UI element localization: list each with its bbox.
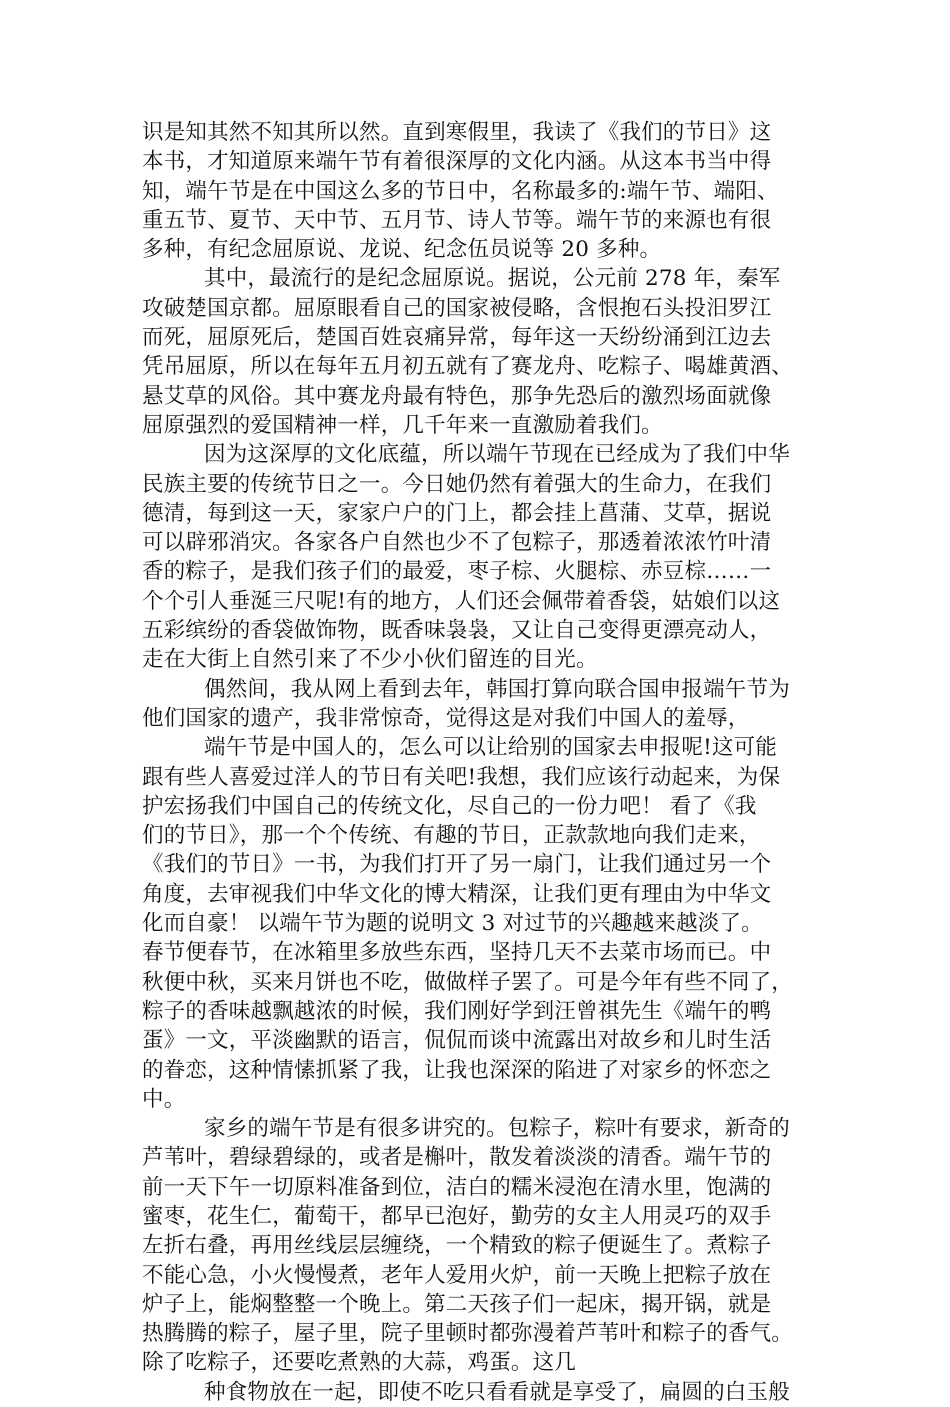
text-line: 护宏扬我们中国自己的传统文化，尽自己的一份力吧！ 看了《我 [142, 793, 757, 819]
text-line: 中。 [142, 1086, 186, 1112]
text-line: 偶然间，我从网上看到去年，韩国打算向联合国申报端午节为 [204, 676, 790, 702]
text-line: 芦苇叶，碧绿碧绿的，或者是槲叶，散发着淡淡的清香。端午节的 [142, 1145, 772, 1171]
text-line: 前一天下午一切原料准备到位，洁白的糯米浸泡在清水里，饱满的 [142, 1174, 772, 1200]
text-line: 炉子上，能焖整整一个晚上。第二天孩子们一起床，揭开锅，就是 [142, 1291, 772, 1317]
text-line: 凭吊屈原，所以在每年五月初五就有了赛龙舟、吃粽子、喝雄黄酒、 [142, 354, 794, 380]
text-line: 他们国家的遗产，我非常惊奇，觉得这是对我们中国人的羞辱， [142, 705, 750, 731]
text-line: 的眷恋，这种情愫抓紧了我，让我也深深的陷进了对家乡的怀恋之 [142, 1057, 772, 1083]
text-line: 重五节、夏节、天中节、五月节、诗人节等。端午节的来源也有很 [142, 207, 772, 233]
text-line: 而死，屈原死后，楚国百姓哀痛异常，每年这一天纷纷涌到江边去 [142, 325, 772, 351]
text-line: 跟有些人喜爱过洋人的节日有关吧!我想，我们应该行动起来，为保 [142, 764, 781, 790]
text-line: 们的节日》，那一个个传统、有趣的节日，正款款地向我们走来， [142, 823, 761, 849]
text-line: 德清，每到这一天，家家户户的门上，都会挂上菖蒲、艾草，据说 [142, 500, 772, 526]
text-line: 春节便春节，在冰箱里多放些东西，坚持几天不去菜市场而已。中 [142, 940, 772, 966]
text-line: 本书，才知道原来端午节有着很深厚的文化内涵。从这本书当中得 [142, 149, 772, 175]
text-line: 端午节是中国人的，怎么可以让给别的国家去申报呢!这可能 [204, 735, 778, 761]
text-line: 知，端午节是在中国这么多的节日中，名称最多的:端午节、端阳、 [142, 178, 779, 204]
text-line: 角度，去审视我们中华文化的博大精深，让我们更有理由为中华文 [142, 881, 772, 907]
text-line: 《我们的节日》一书，为我们打开了另一扇门，让我们通过另一个 [142, 852, 772, 878]
text-line: 五彩缤纷的香袋做饰物，既香味袅袅，又让自己变得更漂亮动人， [142, 618, 772, 644]
text-line: 识是知其然不知其所以然。直到寒假里，我读了《我们的节日》这 [142, 120, 772, 145]
text-line: 蜜枣，花生仁，葡萄干，都早已泡好，勤劳的女主人用灵巧的双手 [142, 1203, 772, 1229]
text-line: 走在大街上自然引来了不少小伙们留连的目光。 [142, 647, 598, 673]
text-line: 香的粽子，是我们孩子们的最爱，枣子棕、火腿棕、赤豆棕……一 [142, 559, 772, 585]
body-text [142, 118, 812, 1407]
text-line: 秋便中秋，买来月饼也不吃，做做样子罢了。可是今年有些不同了， [142, 969, 794, 995]
text-line: 攻破楚国京都。屈原眼看自己的国家被侵略，含恨抱石头投汨罗江 [142, 295, 772, 321]
text-line: 热腾腾的粽子，屋子里，院子里顿时都弥漫着芦苇叶和粽子的香气。 [142, 1321, 794, 1347]
text-line: 民族主要的传统节日之一。今日她仍然有着强大的生命力，在我们 [142, 471, 772, 497]
text-line: 多种，有纪念屈原说、龙说、纪念伍员说等 20 多种。 [142, 237, 662, 263]
text-line: 其中，最流行的是纪念屈原说。据说，公元前 278 年，秦军 [204, 266, 781, 292]
text-line: 化而自豪！ 以端午节为题的说明文 3 对过节的兴趣越来越淡了。 [142, 911, 763, 937]
text-line: 蛋》一文，平淡幽默的语言，侃侃而谈中流露出对故乡和儿时生活 [142, 1028, 772, 1054]
text-line: 可以辟邪消灾。各家各户自然也少不了包粽子，那透着浓浓竹叶清 [142, 530, 772, 556]
text-line: 种食物放在一起，即使不吃只看看就是享受了，扁圆的白玉般 [204, 1379, 790, 1405]
text-line: 不能心急，小火慢慢煮，老年人爱用火炉，前一天晚上把粽子放在 [142, 1262, 772, 1288]
text-line: 左折右叠，再用丝线层层缠绕，一个精致的粽子便诞生了。煮粽子 [142, 1233, 772, 1259]
text-line: 粽子的香味越飘越浓的时候，我们刚好学到汪曾祺先生《端午的鸭 [142, 998, 772, 1024]
text-line: 屈原强烈的爱国精神一样，几千年来一直激励着我们。 [142, 412, 663, 438]
text-line: 悬艾草的风俗。其中赛龙舟最有特色，那争先恐后的激烈场面就像 [142, 383, 772, 409]
text-line: 个个引人垂涎三尺呢!有的地方，人们还会佩带着香袋，姑娘们以这 [142, 588, 781, 614]
text-line: 家乡的端午节是有很多讲究的。包粽子，粽叶有要求，新奇的 [204, 1116, 790, 1142]
text-line: 因为这深厚的文化底蕴，所以端午节现在已经成为了我们中华 [204, 442, 790, 468]
text-line: 除了吃粽子，还要吃煮熟的大蒜，鸡蛋。这几 [142, 1350, 577, 1376]
